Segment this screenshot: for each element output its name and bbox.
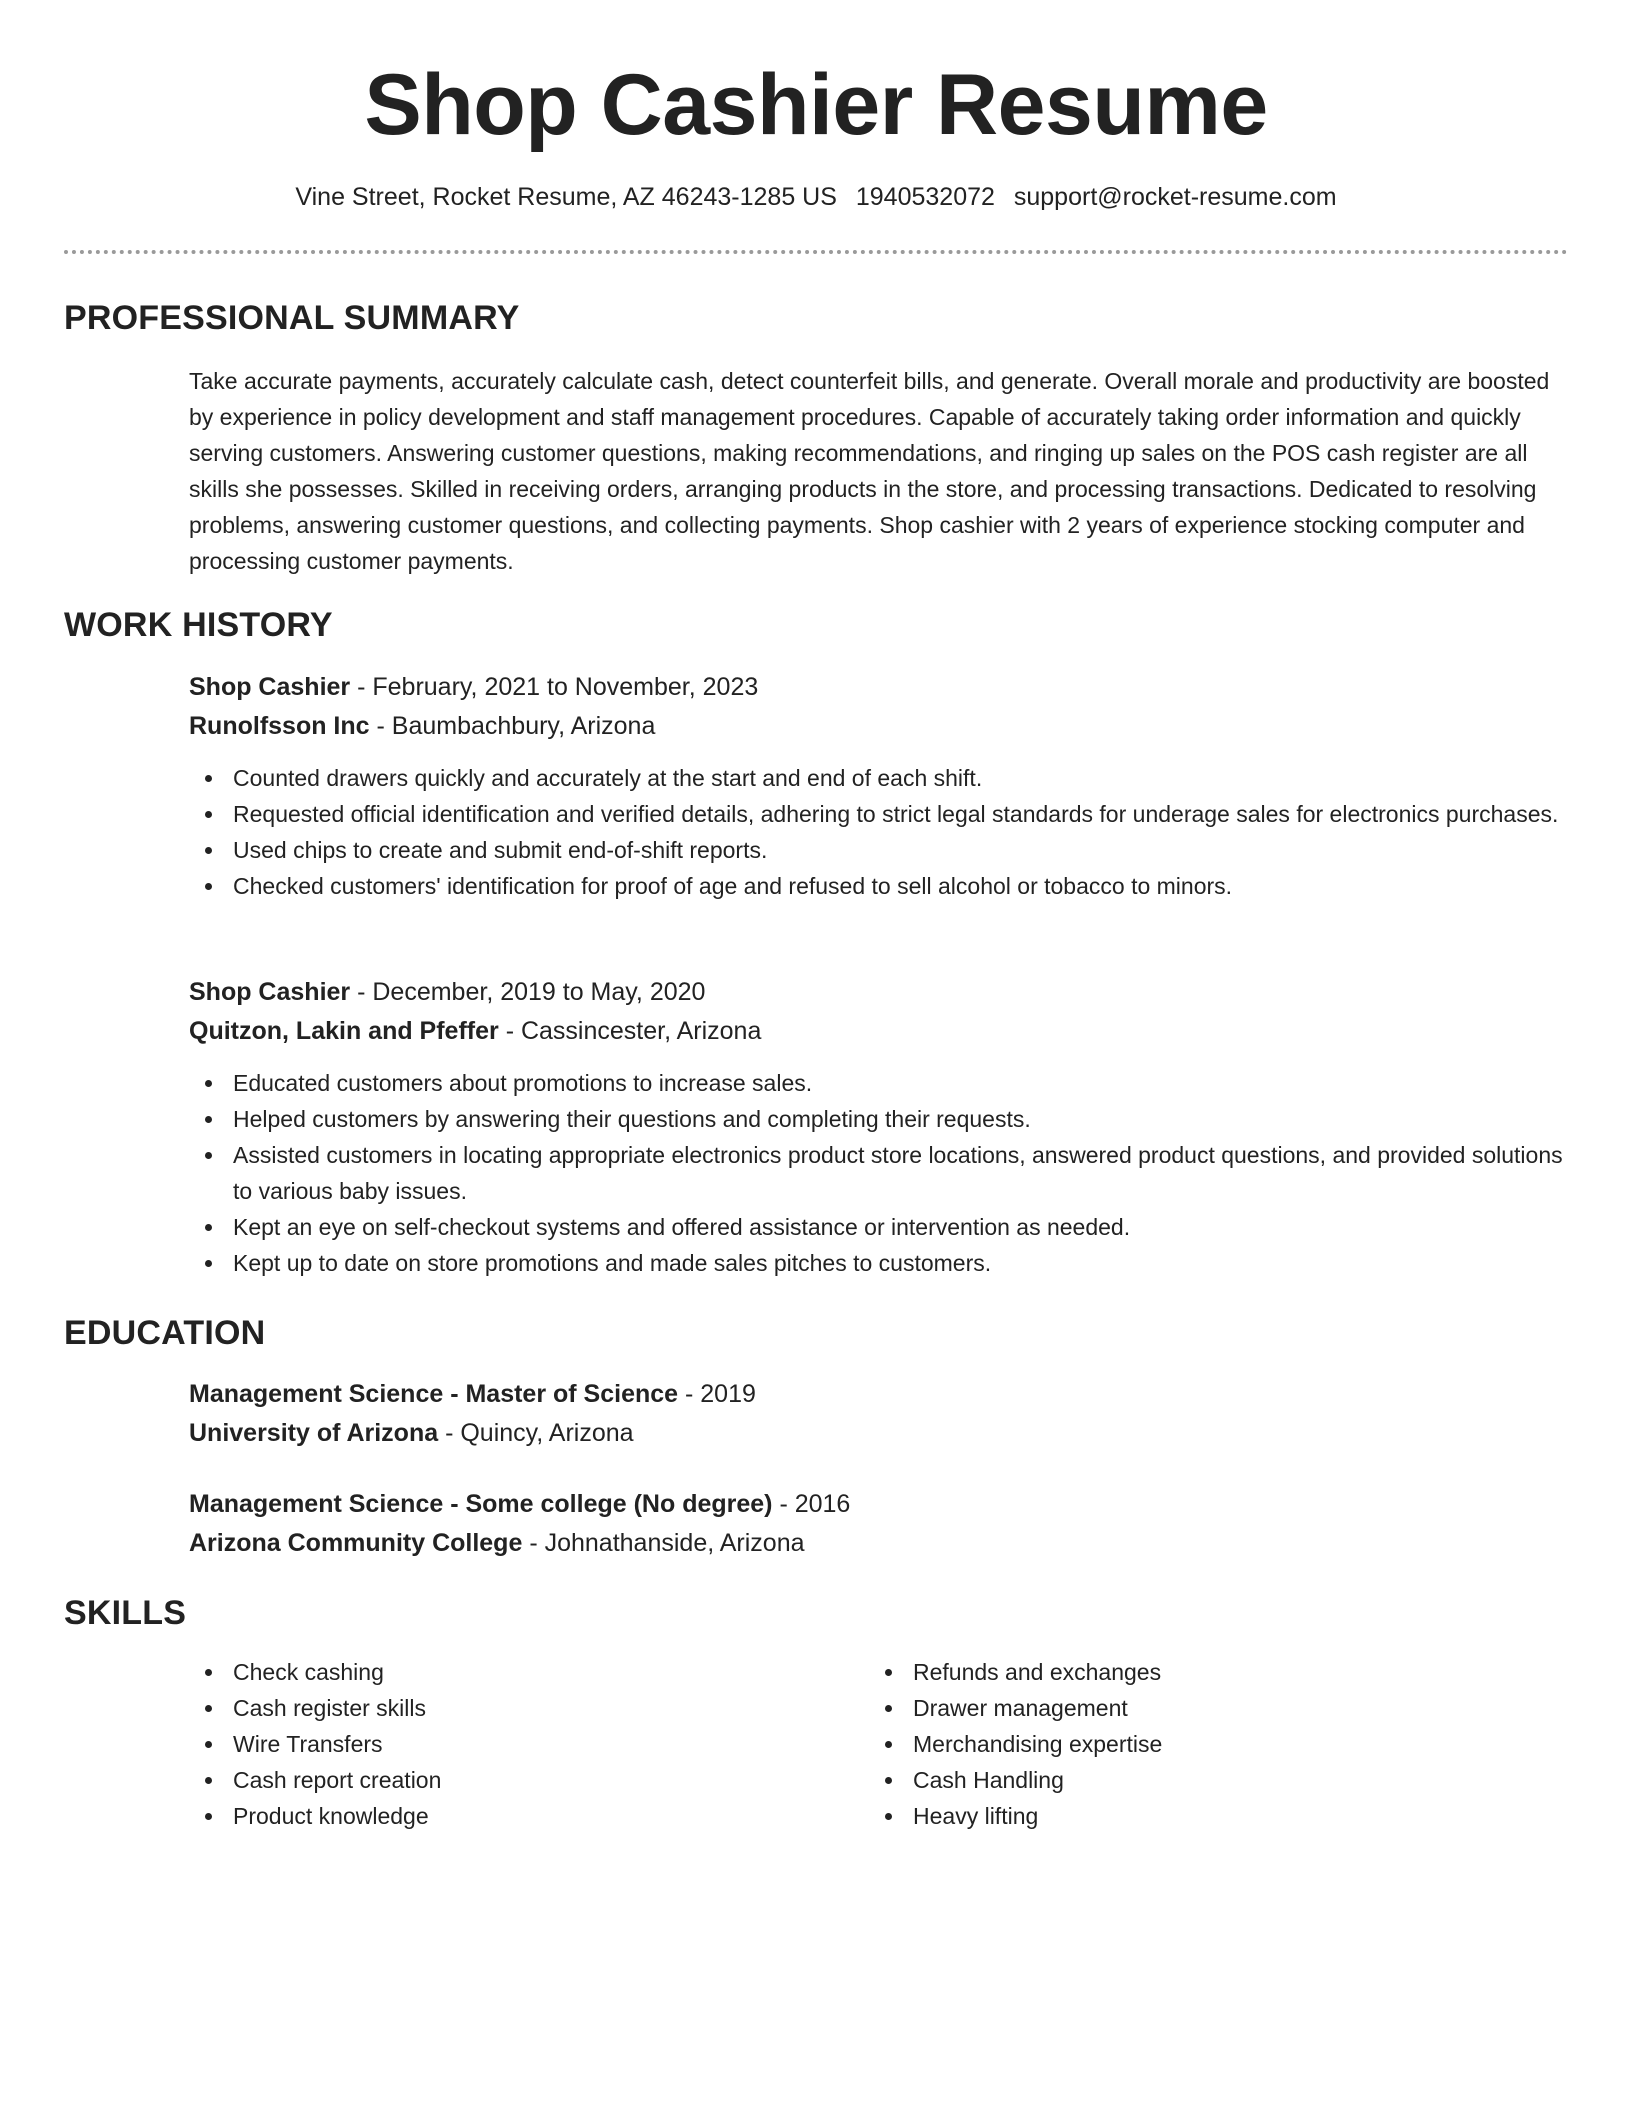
contact-email[interactable]: support@rocket-resume.com bbox=[1013, 183, 1337, 211]
work-entry bbox=[189, 973, 1564, 1281]
degree-year: - 2016 bbox=[772, 1490, 851, 1518]
list-item: Helped customers by answering their questions and completing their requests. bbox=[189, 1101, 1564, 1137]
education-entry bbox=[189, 1375, 1564, 1453]
section-title-work: WORK HISTORY bbox=[64, 606, 333, 644]
summary-text: Take accurate payments, accurately calculate cash, detect counterfeit bills, and generate. Overall morale and productivity are boosted by experience in policy development and staff management procedures. Capable of accurately taking order information and quickly serving customers. Answering customer questions, making recommendations, and ringing up sales on the POS cash register are all skills she possesses. Skilled in receiving orders, arranging products in the store, and processing transactions. Dedicated to resolving problems, answering customer questions, and collecting payments. Shop cashier with 2 years of experience stocking computer and processing customer payments. bbox=[189, 368, 1550, 574]
degree-line bbox=[189, 1375, 1564, 1414]
job-location: - Baumbachbury, Arizona bbox=[369, 712, 656, 740]
list-item: Checked customers' identification for proof of age and refused to sell alcohol or tobacco to minors. bbox=[189, 868, 1564, 904]
list-item: Wire Transfers bbox=[189, 1726, 789, 1762]
summary-block bbox=[189, 363, 1564, 579]
list-item: Requested official identification and verified details, adhering to strict legal standards for underage sales for electronics purchases. bbox=[189, 796, 1564, 832]
job-company: Quitzon, Lakin and Pfeffer bbox=[189, 1017, 499, 1045]
list-item: Heavy lifting bbox=[869, 1798, 1469, 1834]
job-title-line bbox=[189, 668, 1564, 707]
header-divider bbox=[64, 250, 1568, 254]
skills-list bbox=[189, 1654, 789, 1834]
list-item: Cash register skills bbox=[189, 1690, 789, 1726]
work-entry bbox=[189, 668, 1564, 904]
job-role: Shop Cashier bbox=[189, 978, 351, 1006]
school-line bbox=[189, 1524, 1564, 1563]
list-item: Merchandising expertise bbox=[869, 1726, 1469, 1762]
list-item: Educated customers about promotions to increase sales. bbox=[189, 1065, 1564, 1101]
list-item: Check cashing bbox=[189, 1654, 789, 1690]
job-company-line bbox=[189, 1012, 1564, 1051]
degree-line bbox=[189, 1485, 1564, 1524]
list-item: Kept an eye on self-checkout systems and offered assistance or intervention as needed. bbox=[189, 1209, 1564, 1245]
section-title-skills: SKILLS bbox=[64, 1594, 187, 1632]
list-item: Refunds and exchanges bbox=[869, 1654, 1469, 1690]
list-item: Cash report creation bbox=[189, 1762, 789, 1798]
list-item: Kept up to date on store promotions and made sales pitches to customers. bbox=[189, 1245, 1564, 1281]
resume-title: Shop Cashier Resume bbox=[364, 57, 1268, 153]
degree-year: - 2019 bbox=[678, 1380, 756, 1408]
job-dates: - February, 2021 to November, 2023 bbox=[350, 673, 759, 701]
section-title-summary: PROFESSIONAL SUMMARY bbox=[64, 299, 520, 337]
school-location: - Johnathanside, Arizona bbox=[522, 1529, 805, 1557]
job-dates: - December, 2019 to May, 2020 bbox=[350, 978, 706, 1006]
job-company-line bbox=[189, 707, 1564, 746]
job-bullet-list bbox=[189, 1065, 1564, 1281]
school-line bbox=[189, 1414, 1564, 1453]
section-title-education: EDUCATION bbox=[64, 1314, 266, 1352]
skills-column-left bbox=[189, 1654, 789, 1834]
list-item: Product knowledge bbox=[189, 1798, 789, 1834]
skills-list bbox=[869, 1654, 1469, 1834]
school-name: Arizona Community College bbox=[189, 1529, 523, 1557]
school-location: - Quincy, Arizona bbox=[438, 1419, 634, 1447]
skills-column-right bbox=[869, 1654, 1469, 1834]
list-item: Counted drawers quickly and accurately at the start and end of each shift. bbox=[189, 760, 1564, 796]
contact-address: Vine Street, Rocket Resume, AZ 46243-1285 US bbox=[295, 183, 837, 211]
job-location: - Cassincester, Arizona bbox=[498, 1017, 762, 1045]
degree-name: Management Science - Some college (No degree) bbox=[189, 1490, 773, 1518]
list-item: Cash Handling bbox=[869, 1762, 1469, 1798]
job-role: Shop Cashier bbox=[189, 673, 351, 701]
list-item: Assisted customers in locating appropriate electronics product store locations, answered product questions, and provided solutions to various baby issues. bbox=[189, 1137, 1564, 1209]
degree-name: Management Science - Master of Science bbox=[189, 1380, 679, 1408]
job-title-line bbox=[189, 973, 1564, 1012]
school-name: University of Arizona bbox=[189, 1419, 439, 1447]
contact-line bbox=[0, 180, 1632, 214]
job-bullet-list bbox=[189, 760, 1564, 904]
list-item: Used chips to create and submit end-of-shift reports. bbox=[189, 832, 1564, 868]
education-entry bbox=[189, 1485, 1564, 1563]
list-item: Drawer management bbox=[869, 1690, 1469, 1726]
contact-phone[interactable]: 1940532072 bbox=[855, 183, 995, 211]
job-company: Runolfsson Inc bbox=[189, 712, 370, 740]
